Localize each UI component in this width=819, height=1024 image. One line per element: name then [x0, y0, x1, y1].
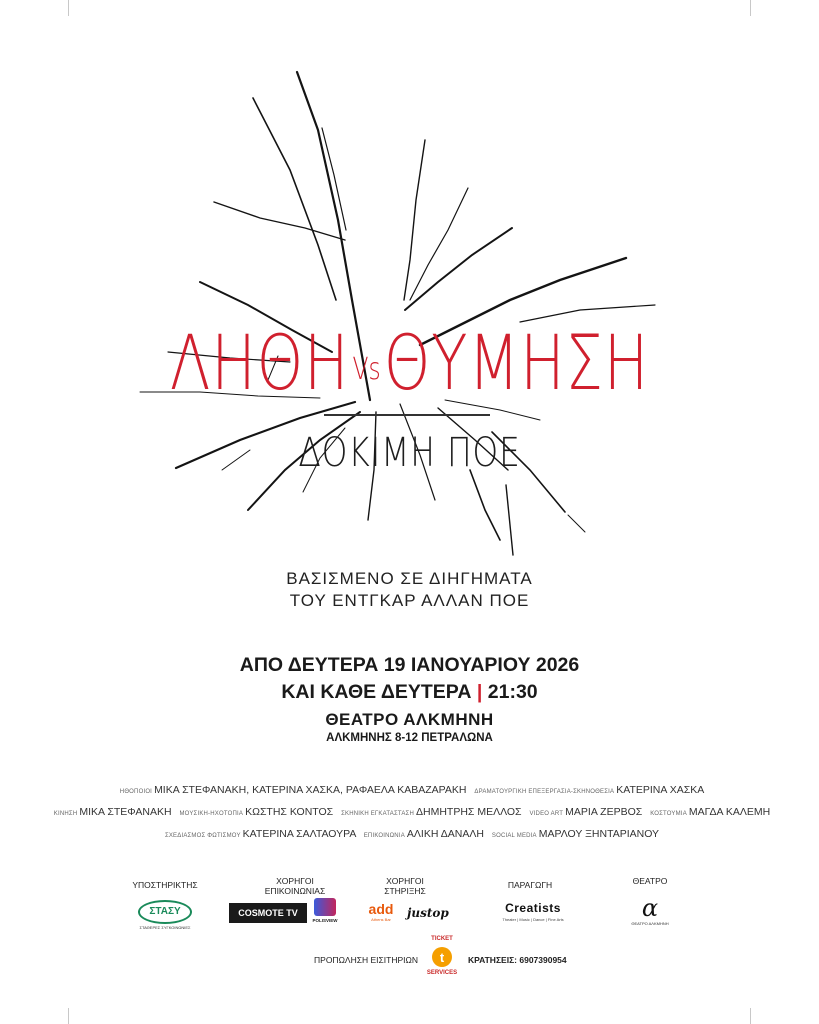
- reservations-phone: ΚΡΑΤΗΣΕΙΣ: 6907390954: [468, 955, 567, 965]
- add-athens-bar-logo: add Athens Bar: [368, 901, 394, 922]
- schedule-time: 21:30: [487, 681, 538, 703]
- crack-line: [568, 515, 585, 532]
- credits: [0, 780, 819, 846]
- crack-line: [410, 188, 468, 300]
- crack-line: [214, 202, 345, 240]
- credit-value: ΜΑΓΔΑ ΚΑΛΕΜΗ: [688, 806, 771, 818]
- theatre-alkmini-logo: α ΘΕΑΤΡΟ ΑΛΚΜΗΝΗ: [631, 894, 669, 926]
- credit-value: ΑΛΙΚΗ ΔΑΝΑΛΗ: [406, 828, 484, 840]
- credit-label: SOCIAL MEDIA: [491, 833, 537, 839]
- polisview-logo: POLISVIEW: [312, 898, 338, 930]
- crack-line: [506, 485, 513, 555]
- credit-label: ΚΙΝΗΣΗ: [53, 811, 78, 817]
- venue-address: ΑΛΚΜΗΝΗΣ 8-12 ΠΕΤΡΑΛΩΝΑ: [326, 732, 493, 744]
- theatre-heading: ΘΕΑΤΡΟ: [632, 876, 668, 886]
- based-on-line-1: ΒΑΣΙΣΜΕΝΟ ΣΕ ΔΙΗΓΗΜΑΤΑ: [286, 569, 533, 588]
- credit-label: ΚΟΣΤΟΥΜΙΑ: [650, 811, 687, 817]
- title-divider: [324, 414, 490, 416]
- credit-label: ΣΧΕΔΙΑΣΜΟΣ ΦΩΤΙΣΜΟΥ: [164, 833, 241, 839]
- presale-label: ΠΡΟΠΩΛΗΣΗ ΕΙΣΙΤΗΡΙΩΝ: [314, 955, 418, 965]
- credit-value: ΜΙΚΑ ΣΤΕΦΑΝΑΚΗ: [79, 806, 172, 818]
- title-vs: Vs: [352, 352, 381, 387]
- credit-value: ΚΑΤΕΡΙΝΑ ΣΑΛΤΑΟΥΡΑ: [242, 828, 356, 840]
- venue-name: ΘΕΑΤΡΟ ΑΛΚΜΗΝΗ: [325, 710, 494, 729]
- schedule: [0, 652, 819, 706]
- schedule-day: ΚΑΙ ΚΑΘΕ ΔΕΥΤΕΡΑ: [281, 681, 472, 703]
- cosmote-tv-logo: COSMOTE TV: [229, 903, 307, 923]
- credit-value: ΜΑΡΛΟΥ ΞΗΝΤΑΡΙΑΝΟΥ: [538, 828, 660, 840]
- ticket-services-logo: t TICKET SERVICES: [426, 936, 458, 976]
- schedule-start-date: ΑΠΟ ΔΕΥΤΕΡΑ 19 ΙΑΝΟΥΑΡΙΟΥ 2026: [239, 654, 580, 676]
- title-left: ΛΗΘΗ: [169, 318, 350, 407]
- stasy-logo: ΣΤΑΣΥ ΣΤΑΘΕΡΕΣ ΣΥΓΚΟΙΝΩΝΙΕΣ: [137, 900, 193, 930]
- venue: [0, 710, 819, 744]
- credit-label: ΜΟΥΣΙΚΗ-ΗΧΟΤΟΠΙΑ: [179, 811, 244, 817]
- credits-row-1: [0, 780, 819, 802]
- show-subtitle: ΔΟΚΙΜΗ ΠΟΕ: [298, 430, 521, 476]
- crack-line: [405, 228, 512, 310]
- credit-label: ΣΚΗΝΙΚΗ ΕΓΚΑΤΑΣΤΑΣΗ: [341, 811, 414, 817]
- media-sponsors-heading: ΧΟΡΗΓΟΙ ΕΠΙΚΟΙΝΩΝΙΑΣ: [264, 876, 326, 896]
- justop-logo: justop: [407, 906, 449, 920]
- creatists-logo: Creatists Theater | Music | Dance | Fine Arts: [502, 901, 564, 922]
- production-heading: ΠΑΡΑΓΩΓΗ: [507, 880, 553, 890]
- schedule-recurrence: [0, 679, 819, 706]
- credit-value: ΔΗΜΗΤΡΗΣ ΜΕΛΛΟΣ: [415, 806, 522, 818]
- based-on-line-2: ΤΟΥ ΕΝΤΓΚΑΡ ΑΛΛΑΝ ΠΟΕ: [289, 591, 530, 610]
- credits-row-2: [0, 802, 819, 824]
- credit-value: ΚΑΤΕΡΙΝΑ ΧΑΣΚΑ: [616, 784, 705, 796]
- supporter-heading: ΥΠΟΣΤΗΡΙΚΤΗΣ: [132, 880, 198, 890]
- crack-line: [253, 98, 336, 300]
- credits-row-3: [0, 824, 819, 846]
- credit-label: VIDEO ART: [529, 811, 564, 817]
- credit-label: ΗΘΟΠΟΙΟΙ: [119, 789, 153, 795]
- credit-label: ΔΡΑΜΑΤΟΥΡΓΙΚΗ ΕΠΕΞΕΡΓΑΣΙΑ-ΣΚΗΝΟΘΕΣΙΑ: [474, 789, 615, 795]
- crack-line: [470, 470, 500, 540]
- support-sponsors-heading: ΧΟΡΗΓΟΙ ΣΤΗΡΙΞΗΣ: [384, 876, 426, 896]
- credit-label: ΕΠΙΚΟΙΝΩΝΙΑ: [363, 833, 405, 839]
- based-on-text: [0, 568, 819, 612]
- credit-value: ΜΑΡΙΑ ΖΕΡΒΟΣ: [565, 806, 643, 818]
- schedule-separator: |: [476, 681, 483, 703]
- credit-value: ΚΩΣΤΗΣ ΚΟΝΤΟΣ: [245, 806, 334, 818]
- title-right: ΘΥΜΗΣΗ: [383, 318, 650, 407]
- show-title: [90, 318, 729, 408]
- credit-value: ΜΙΚΑ ΣΤΕΦΑΝΑΚΗ, ΚΑΤΕΡΙΝΑ ΧΑΣΚΑ, ΡΑΦΑΕΛΑ ΚΑΒΑΖΑΡΑΚΗ: [154, 784, 467, 796]
- svg-text:t: t: [439, 950, 445, 965]
- crack-line: [322, 128, 346, 230]
